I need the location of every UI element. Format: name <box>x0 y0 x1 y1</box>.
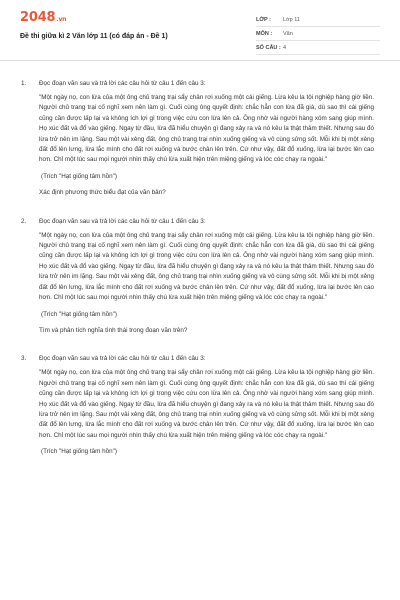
logo-main: 2048 <box>20 10 56 25</box>
question-prompt: Xác định phương thức biểu đạt của văn bản? <box>39 189 166 197</box>
meta-value: Văn <box>283 30 293 37</box>
question-instruction: Đọc đoạn văn sau và trả lời các câu hỏi từ câu 1 đến câu 3: <box>39 355 206 363</box>
question-item-2 <box>21 217 374 337</box>
question-item-3 <box>21 354 374 463</box>
question-instruction: Đọc đoạn văn sau và trả lời các câu hỏi từ câu 1 đến câu 3: <box>39 217 206 225</box>
meta-value: Lớp 11 <box>283 16 300 23</box>
question-number: 1. <box>21 80 27 87</box>
question-list <box>0 61 400 464</box>
site-logo[interactable] <box>20 10 66 25</box>
question-number: 2. <box>21 217 27 225</box>
passage-citation: (Trích "Hạt giống tâm hồn") <box>41 172 117 180</box>
reading-passage: "Một ngày nọ, con lừa của một ông chủ trang trại sẩy chân rơi xuống một cái giếng. Lừa kêu la tội nghiệp hàng giờ liền. Người chủ trang trại cố nghĩ xem nên làm gì. Cuối cùng ông quyết định: chắc hẳn con lừa đã già, dù sao thì cái giếng cũng cần được lấp lại và không ích lợi gì trong việc cứu con lừa lên cả. Ông nhờ vài người hàng xóm sang giúp mình. Họ xúc đất và đổ vào giếng. Ngay từ đầu, lừa đã hiểu chuyện gì đang xảy ra và nó kêu la thật thảm thiết. Nhưng sau đó lừa trở nên im lặng. Sau một vài xẻng đất, ông chủ trang trại nhìn xuống giếng và vô cùng sửng sốt. Mỗi khi bị một xẻng đất đổ lên lưng, lừa lắc mình cho đất rơi xuống và bước chân lên trên. Cứ như vậy, đất đổ xuống, lừa lại bước lên cao hơn. Chỉ một lúc sau mọi người nhìn thấy chú lừa xuất hiện trên miệng giếng và lóc cóc chạy ra ngoài." <box>39 231 374 302</box>
meta-row-class <box>256 13 380 27</box>
reading-passage: "Một ngày nọ, con lừa của một ông chủ trang trại sẩy chân rơi xuống một cái giếng. Lừa kêu la tội nghiệp hàng giờ liền. Người chủ trang trại cố nghĩ xem nên làm gì. Cuối cùng ông quyết định: chắc hẳn con lừa đã già, dù sao thì cái giếng cũng cần được lấp lại và không ích lợi gì trong việc cứu con lừa lên cả. Ông nhờ vài người hàng xóm sang giúp mình. Họ xúc đất và đổ vào giếng. Ngay từ đầu, lừa đã hiểu chuyện gì đang xảy ra và nó kêu la thật thảm thiết. Nhưng sau đó lừa trở nên im lặng. Sau một vài xẻng đất, ông chủ trang trại nhìn xuống giếng và vô cùng sửng sốt. Mỗi khi bị một xẻng đất đổ lên lưng, lừa lắc mình cho đất rơi xuống và bước chân lên trên. Cứ như vậy, đất đổ xuống, lừa lại bước lên cao hơn. Chỉ một lúc sau mọi người nhìn thấy chú lừa xuất hiện trên miệng giếng và lóc cóc chạy ra ngoài." <box>39 94 374 164</box>
question-body <box>39 217 374 337</box>
document-meta <box>256 13 380 55</box>
logo-suffix: .vn <box>56 16 67 23</box>
meta-label: SỐ CÂU : <box>256 44 281 51</box>
question-prompt: Tìm và phân tích nghĩa tình thái trong đoạn văn trên? <box>39 326 188 334</box>
question-item-1 <box>21 79 374 199</box>
question-number: 3. <box>21 355 27 363</box>
question-instruction: Đọc đoạn văn sau và trả lời các câu hỏi từ câu 1 đến câu 3: <box>39 80 206 87</box>
meta-label: MÔN : <box>256 30 273 37</box>
passage-citation: (Trích "Hạt giống tâm hồn") <box>41 310 117 318</box>
meta-row-subject <box>256 27 380 41</box>
question-body <box>39 354 374 463</box>
question-body <box>39 79 374 199</box>
meta-label: LỚP : <box>256 16 271 23</box>
meta-row-count <box>256 41 380 55</box>
document-title: Đề thi giữa kì 2 Văn lớp 11 (có đáp án - Đề 1) <box>20 33 168 40</box>
page-header <box>0 0 400 61</box>
meta-value: 4 <box>283 44 287 51</box>
reading-passage: "Một ngày nọ, con lừa của một ông chủ trang trại sẩy chân rơi xuống một cái giếng. Lừa kêu la tội nghiệp hàng giờ liền. Người chủ trang trại cố nghĩ xem nên làm gì. Cuối cùng ông quyết định: chắc hẳn con lừa đã già, dù sao thì cái giếng cũng cần được lấp lại và không ích lợi gì trong việc cứu con lừa lên cả. Ông nhờ vài người hàng xóm sang giúp mình. Họ xúc đất và đổ vào giếng. Ngay từ đầu, lừa đã hiểu chuyện gì đang xảy ra và nó kêu la thật thảm thiết. Nhưng sau đó lừa trở nên im lặng. Sau một vài xẻng đất, ông chủ trang trại nhìn xuống giếng và vô cùng sửng sốt. Mỗi khi bị một xẻng đất đổ lên lưng, lừa lắc mình cho đất rơi xuống và bước chân lên trên. Cứ như vậy, đất đổ xuống, lừa lại bước lên cao hơn. Chỉ một lúc sau mọi người nhìn thấy chú lừa xuất hiện trên miệng giếng và lóc cóc chạy ra ngoài." <box>39 369 374 439</box>
passage-citation: (Trích "Hạt giống tâm hồn") <box>41 448 117 456</box>
